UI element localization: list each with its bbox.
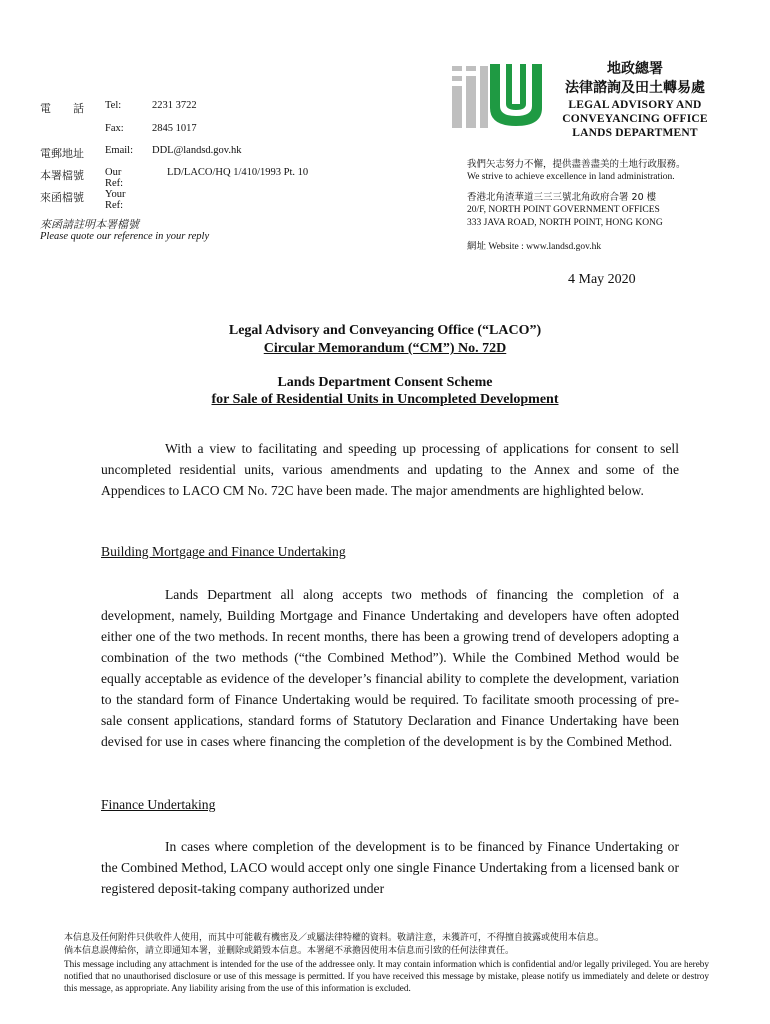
address-zh: 香港北角渣華道三三三號北角政府合署 20 樓 (467, 192, 657, 203)
disclaimer-zh-2: 倘本信息誤傳給你，請立即通知本署，並刪除或銷毀本信息。本署絕不承擔因使用本信息而引致的任何法律責任。 (64, 946, 515, 956)
tel-label-zh: 電 話 (40, 102, 84, 115)
address-en-1: 20/F, NORTH POINT GOVERNMENT OFFICES (467, 205, 660, 215)
title-line-3: Lands Department Consent Scheme (277, 375, 493, 390)
title-line-4: for Sale of Residential Units in Uncompleted Development (211, 392, 559, 407)
disclaimer-zh-1: 本信息及任何附件只供收件人使用，而其中可能載有機密及／或屬法律特權的資料。敬請注意，未獲許可，不得擅自披露或使用本信息。 (64, 933, 605, 943)
motto (467, 158, 686, 184)
building-mortgage-paragraph (101, 584, 679, 752)
fax-value: 2845 1017 (152, 123, 197, 134)
office-name (540, 60, 730, 140)
address (467, 191, 663, 230)
intro-paragraph (101, 438, 679, 501)
tel-value: 2231 3722 (152, 100, 197, 111)
office-name-zh-2: 法律諮詢及田土轉易處 (565, 80, 705, 96)
intro-text: With a view to facilitating and speeding up processing of applications for consent to sell uncompleted residential units, various amendments and updating to the Annex and some of the Appendices to LACO CM No. 72C have been made. The major amendments are highlighted below. (101, 441, 679, 498)
email-value: DDL@landsd.gov.hk (152, 145, 242, 156)
our-ref-label: Our Ref: (105, 167, 124, 189)
building-mortgage-text: Lands Department all along accepts two methods of financing the completion of a development, namely, Building Mortgage and Finance Undertaking and developers have often adopted either one of the two methods. In recent months, there has been a growing trend of developers adopting a combination of the two methods (“the Combined Method”). While the Combined Method would be equally acceptable as evidence of the developer’s financial ability to complete the development, variation to the standard form of Finance Undertaking would be required. To facilitate smooth processing of pre-sale consent applications, standard forms of Statutory Declaration and Finance Undertaking have been devised for use in cases where financing the completion of the development is by the Combined Method. (101, 587, 679, 749)
our-ref-label-zh: 本署檔號 (40, 169, 84, 182)
heading-finance-undertaking: Finance Undertaking (101, 797, 216, 812)
lands-department-logo (452, 62, 544, 128)
your-ref-label: Your Ref: (105, 189, 126, 211)
website: 網址 Website : www.landsd.gov.hk (467, 242, 602, 252)
disclaimer-en: This message including any attachment is intended for the use of the addressee only. It may contain information which is confidential and/or legally privileged. You are hereby notified that no unauthorised disclosure or use of this message is permitted. If you have received this message by mistake, please notify us immediately and delete or destroy this message, as appropriate. Any liability arising from the use of this information is excluded. (64, 959, 709, 993)
finance-undertaking-text: In cases where completion of the development is to be financed by Finance Undertaking or the Combined Method, LACO would accept only one single Finance Undertaking from a licensed bank or registered deposit-taking company authorized under (101, 839, 679, 896)
tel-label: Tel: (105, 100, 122, 111)
office-name-en-3: LANDS DEPARTMENT (572, 127, 698, 139)
motto-en: We strive to achieve excellence in land administration. (467, 172, 675, 182)
finance-undertaking-paragraph (101, 836, 679, 899)
quote-ref-en: Please quote our reference in your reply (40, 231, 210, 242)
quote-ref-zh: 來函請註明本署檔號 (40, 218, 139, 231)
title-line-2: Circular Memorandum (“CM”) No. 72D (263, 341, 507, 356)
office-name-en-1: LEGAL ADVISORY AND (568, 99, 702, 111)
office-name-zh-1: 地政總署 (607, 61, 663, 77)
office-name-en-2: CONVEYANCING OFFICE (562, 113, 708, 125)
title-line-1: Legal Advisory and Conveyancing Office (“LACO”) (228, 323, 542, 338)
our-ref-value: LD/LACO/HQ 1/410/1993 Pt. 10 (167, 167, 309, 178)
email-label: Email: (105, 145, 133, 156)
fax-label: Fax: (105, 123, 124, 134)
disclaimer (64, 932, 709, 994)
your-ref-label-zh: 來函檔號 (40, 191, 84, 204)
heading-building-mortgage: Building Mortgage and Finance Undertaking (101, 544, 346, 559)
address-en-2: 333 JAVA ROAD, NORTH POINT, HONG KONG (467, 218, 663, 228)
motto-zh: 我們矢志努力不懈，提供盡善盡美的土地行政服務。 (467, 159, 686, 170)
letter-date: 4 May 2020 (568, 272, 636, 287)
email-label-zh: 電郵地址 (40, 147, 84, 160)
